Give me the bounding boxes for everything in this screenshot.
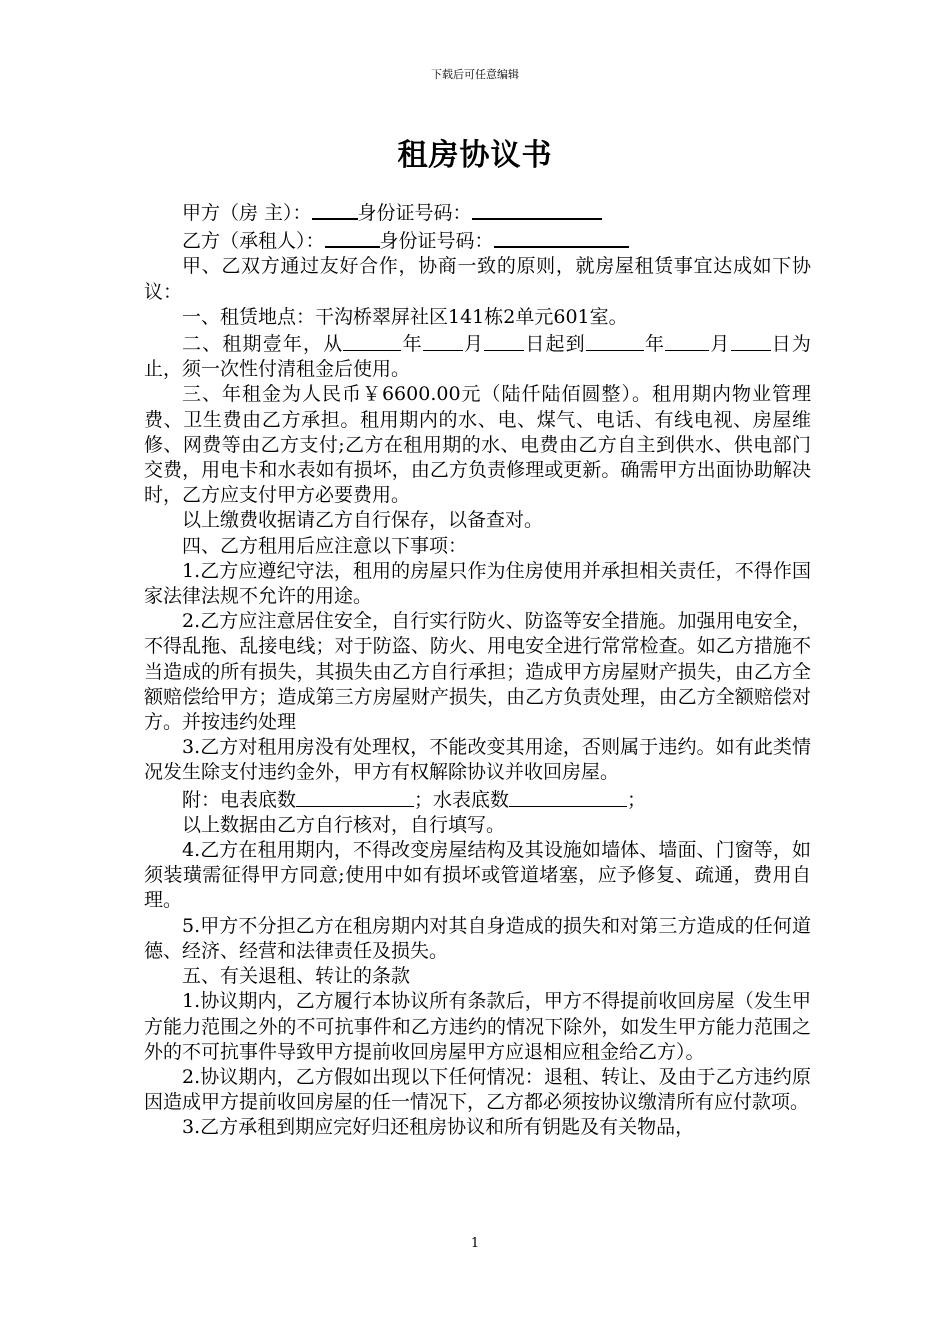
electric-meter-label: 附：电表底数: [182, 788, 297, 811]
start-year-blank[interactable]: [343, 330, 401, 351]
clause-2-text-b: 年: [401, 333, 423, 356]
clause-2-text-c: 月: [462, 333, 485, 356]
clause-4-item-2: 2.乙方应注意居住安全，自行实行防火、防盗等安全措施。加强用电安全，不得乱拖、乱接电线；对于防盗、防火、用电安全进行常常检查。如乙方措施不当造成的所有损失，其损失由乙方自行承担；造成甲方房屋财产损失，由乙方全额赔偿给甲方；造成第三方房屋财产损失，由乙方负责处理，由乙方全额赔偿对方。并按违约处理: [144, 610, 811, 734]
clause-2-text-a: 二、租期壹年，从: [182, 333, 344, 356]
clause-4-item-3: 3.乙方对租用房没有处理权，不能改变其用途，否则属于违约。如有此类情况发生除支付违约金外，甲方有权解除协议并收回房屋。: [144, 736, 811, 784]
meter-end-punct: ；: [627, 788, 647, 811]
party-a-line: [144, 198, 811, 226]
clause-4-item-5: 5.甲方不分担乙方在租房期内对其自身造成的损失和对第三方造成的任何道德、经济、经营和法律责任及损失。: [144, 914, 811, 962]
party-b-line: [144, 226, 811, 254]
party-b-label: 乙方（承租人）：: [182, 230, 325, 253]
intro-paragraph: 甲、乙双方通过友好合作，协商一致的原则，就房屋租赁事宜达成如下协议：: [144, 255, 811, 303]
clause-2-text-e: 年: [643, 333, 666, 356]
meter-note: 以上数据由乙方自行核对，自行填写。: [182, 813, 506, 836]
page-number: 1: [470, 1236, 480, 1251]
clause-2-term: [144, 330, 811, 382]
clause-1-location: 一、租赁地点：干沟桥翠屏社区141栋2单元601室。: [182, 305, 628, 328]
start-day-blank[interactable]: [484, 330, 524, 351]
end-year-blank[interactable]: [586, 330, 644, 351]
meter-reading-line: [144, 786, 811, 813]
clause-5-item-3: 3.乙方承租到期应完好归还租房协议和所有钥匙及有关物品，: [182, 1116, 695, 1139]
party-b-id-label: 身份证号码：: [379, 230, 494, 253]
clause-3-rent: 三、年租金为人民币￥6600.00元（陆仟陆佰圆整）。租用期内物业管理费、卫生费由乙方承担。租用期内的水、电、煤气、电话、有线电视、房屋维修、网费等由乙方支付;乙方在租用期的水、电费由乙方自主到供水、供电部门交费，用电卡和水表如有损坏，由乙方负责修理或更新。确需甲方出面协助解决时，乙方应支付甲方必要费用。: [144, 383, 811, 507]
party-a-label: 甲方（房 主）：: [182, 202, 312, 224]
clause-2-text-g: 日为止，须一次性付清租金后使用。: [144, 333, 811, 381]
clause-4-heading: 四、乙方租用后应注意以下事项：: [182, 534, 468, 557]
start-month-blank[interactable]: [423, 330, 463, 351]
end-month-blank[interactable]: [665, 330, 709, 351]
party-b-name-blank[interactable]: [325, 226, 380, 248]
document-title: 租房协议书: [397, 138, 553, 173]
electric-meter-blank[interactable]: [296, 786, 414, 807]
water-meter-label: ；水表底数: [414, 788, 510, 811]
clause-5-heading: 五、有关退租、转让的条款: [182, 965, 411, 988]
clause-2-text-d: 日起到: [524, 333, 586, 356]
party-a-name-blank[interactable]: [312, 198, 358, 220]
water-meter-blank[interactable]: [509, 786, 627, 807]
receipt-note: 以上缴费收据请乙方自行保存，以备查对。: [182, 509, 544, 532]
clause-5-item-2: 2.协议期内，乙方假如出现以下任何情况：退租、转让、及由于乙方违约原因造成甲方提前收回房屋的任一情况下，乙方都必须按协议缴清所有应付款项。: [144, 1065, 811, 1114]
party-b-id-blank[interactable]: [494, 226, 629, 248]
party-a-id-blank[interactable]: [472, 198, 602, 220]
clause-4-item-1: 1.乙方应遵纪守法，租用的房屋只作为住房使用并承担相关责任，不得作国家法律法规不允许的用途。: [144, 559, 811, 608]
party-a-id-label: 身份证号码：: [357, 202, 472, 224]
document-body: [144, 198, 811, 1141]
clause-2-text-f: 月: [709, 333, 731, 356]
end-day-blank[interactable]: [731, 330, 771, 351]
clause-5-item-1: 1.协议期内，乙方履行本协议所有条款后，甲方不得提前收回房屋（发生甲方能力范围之外的不可抗事件和乙方违约的情况下除外，如发生甲方能力范围之外的不可抗事件导致甲方提前收回房屋甲方应退相应租金给乙方）。: [144, 990, 811, 1063]
clause-4-item-4: 4.乙方在租用期内，不得改变房屋结构及其设施如墙体、墙面、门窗等，如须装璜需征得甲方同意;使用中如有损坏或管道堵塞，应予修复、疏通，费用自理。: [144, 839, 811, 912]
page-header: 下载后可任意编辑: [431, 68, 519, 81]
